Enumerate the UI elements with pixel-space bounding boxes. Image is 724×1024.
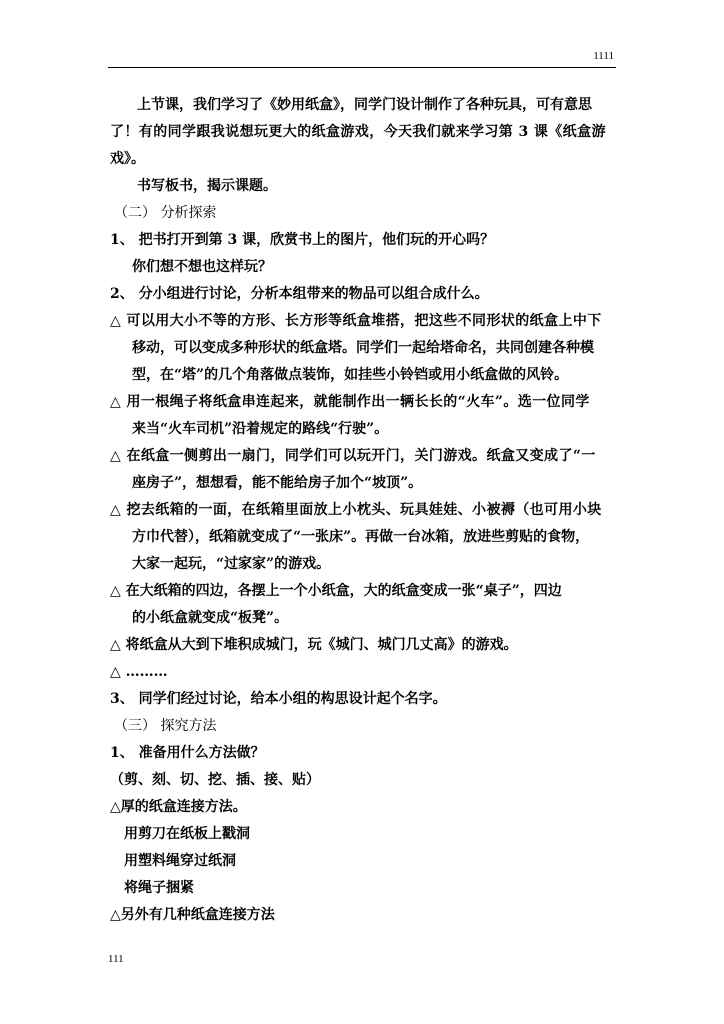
list-item: 3、 同学们经过讨论，给本小组的构思设计起个名字。 (110, 691, 447, 707)
triangle-item-continuation: 的小纸盒就变成“板凳”。 (132, 610, 289, 626)
section-heading: （三） 探究方法 (114, 718, 217, 734)
document-body (110, 92, 620, 929)
section-heading: （二） 分析探索 (114, 205, 217, 221)
step-line: 用塑料绳穿过纸洞 (124, 853, 236, 869)
step-line: 用剪刀在纸板上戳洞 (124, 826, 250, 842)
triangle-item: △ 在大纸箱的四边，各摆上一个小纸盒，大的纸盒变成一张“桌子”，四边 (110, 583, 562, 599)
header-page-number: 1111 (593, 50, 614, 62)
method-list: （剪、刻、切、挖、插、接、贴） (110, 772, 320, 788)
triangle-item-continuation: 来当“火车司机”沿着规定的路线“行驶”。 (132, 421, 389, 437)
triangle-item: △ 将纸盒从大到下堆积成城门，玩《城门、城门几丈高》的游戏。 (110, 637, 518, 653)
paragraph-line: 书写板书，揭示课题。 (137, 178, 277, 194)
list-item: 1、 准备用什么方法做？ (110, 745, 265, 761)
triangle-item: △另外有几种纸盒连接方法 (110, 907, 275, 923)
paragraph-line: 戏》。 (110, 151, 145, 167)
triangle-item-continuation: 大家一起玩，“过家家”的游戏。 (132, 556, 331, 572)
triangle-item: △ 可以用大小不等的方形、长方形等纸盒堆搭，把这些不同形状的纸盒上中下 (110, 313, 602, 329)
triangle-item: △ ……… (110, 664, 168, 680)
triangle-item: △ 挖去纸箱的一面，在纸箱里面放上小枕头、玩具娃娃、小被褥（也可用小块 (110, 502, 602, 518)
triangle-item: △ 用一根绳子将纸盒串连起来，就能制作出一辆长长的“火车”。选一位同学 (110, 394, 590, 410)
paragraph-line: 了！有的同学跟我说想玩更大的纸盒游戏，今天我们就来学习第 3 课《纸盒游 (110, 124, 606, 140)
triangle-item: △厚的纸盒连接方法。 (110, 799, 247, 815)
footer-page-number: 111 (108, 953, 124, 965)
step-line: 将绳子捆紧 (124, 880, 194, 896)
paragraph-line: 上节课，我们学习了《妙用纸盒》，同学门设计制作了各种玩具，可有意思 (137, 97, 592, 113)
triangle-item: △ 在纸盒一侧剪出一扇门，同学们可以玩开门，关门游戏。纸盒又变成了“一 (110, 448, 596, 464)
header-rule (108, 67, 616, 68)
list-item: 1、 把书打开到第 3 课，欣赏书上的图片，他们玩的开心吗？ (110, 232, 495, 248)
list-item: 2、 分小组进行讨论，分析本组带来的物品可以组合成什么。 (110, 286, 489, 302)
triangle-item-continuation: 型，在“塔”的几个角落做点装饰，如挂些小铃铛或用小纸盒做的风铃。 (132, 367, 569, 383)
triangle-item-continuation: 座房子”，想想看，能不能给房子加个“坡顶”。 (132, 475, 423, 491)
triangle-item-continuation: 方巾代替），纸箱就变成了“一张床”。再做一台冰箱，放进些剪贴的食物， (132, 529, 590, 545)
triangle-item-continuation: 移动，可以变成多种形状的纸盒塔。同学们一起给塔命名，共同创建各种模 (132, 340, 594, 356)
list-item-continuation: 你们想不想也这样玩？ (132, 259, 272, 275)
